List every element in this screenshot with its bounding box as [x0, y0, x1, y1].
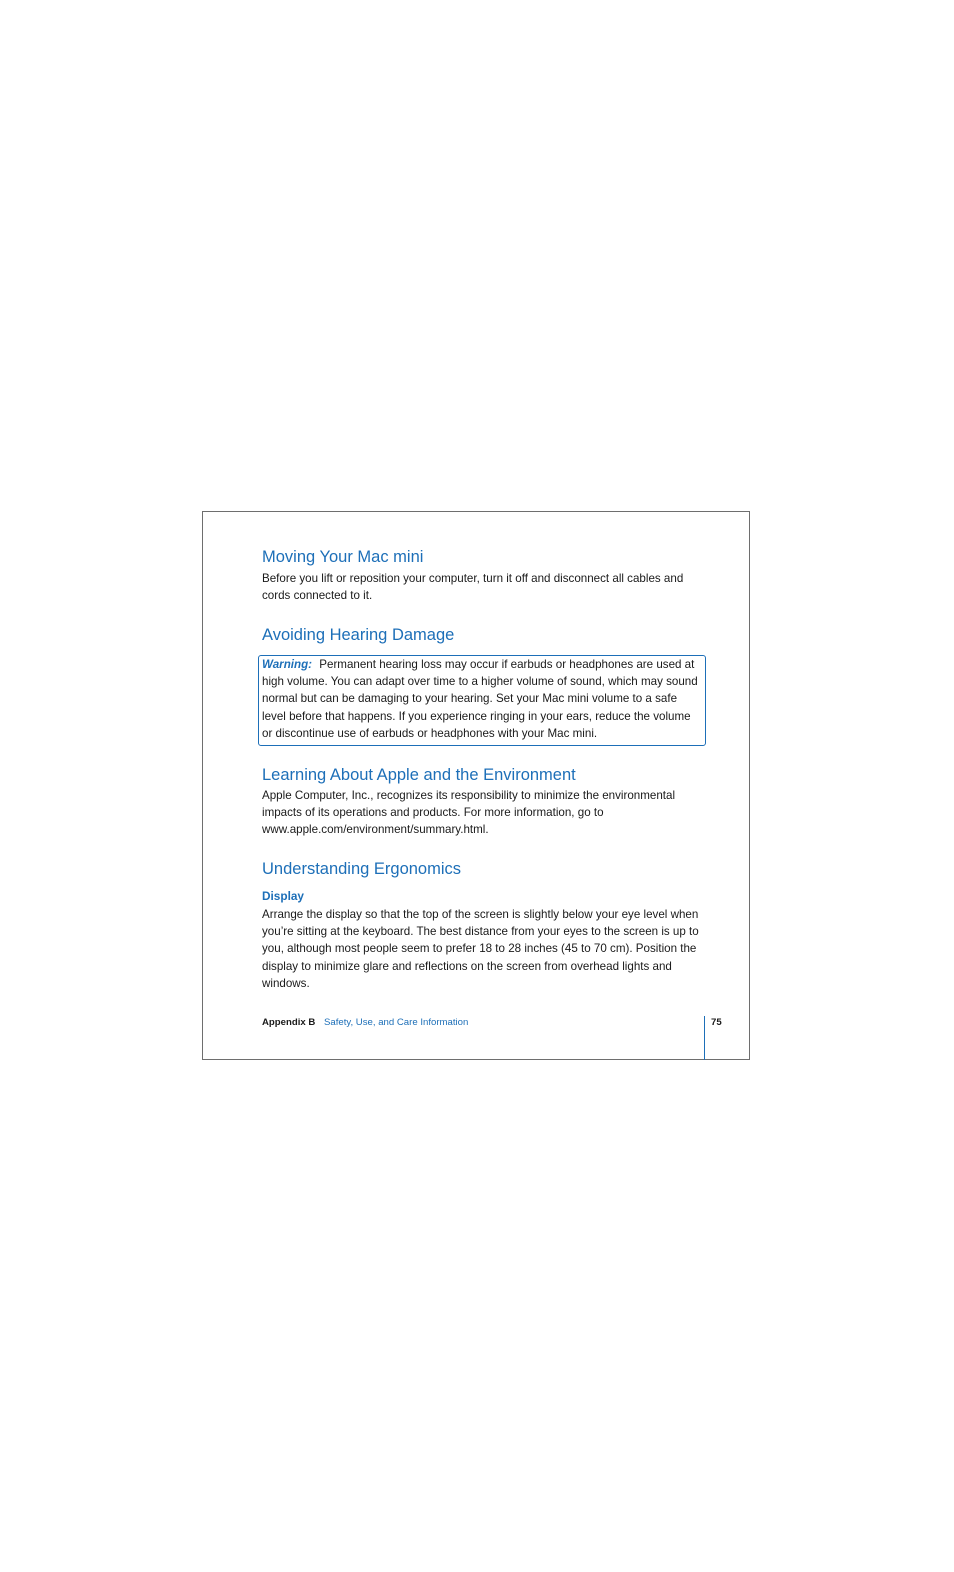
moving-body-text: Before you lift or reposition your computer, turn it off and disconnect all cables and cords connected to it. [262, 572, 684, 603]
warning-text: Permanent hearing loss may occur if earbuds or headphones are used at high volume. You can adapt over time to a higher volume of sound, which may sound normal but can be damaging to your hearing. Set your Mac mini volume to a safe level before that happens. If you experience ringing in your ears, reduce the volume or discontinue use of earbuds or headphones with your Mac mini. [262, 658, 698, 740]
warning-label: Warning: [262, 658, 313, 671]
heading-moving-mac-mini: Moving Your Mac mini [262, 548, 424, 566]
footer-rule [704, 1016, 705, 1060]
warning-paragraph [262, 656, 702, 742]
ergonomics-body-text: Arrange the display so that the top of the screen is slightly below your eye level when you’re sitting at the keyboard. The best distance from your eyes to the screen is up to you, although most people seem to prefer 18 to 28 inches (45 to 70 cm). Position the display to minimize glare and reflections on the screen from overhead lights and windows. [262, 908, 699, 990]
subheading-display: Display [262, 889, 304, 903]
heading-apple-environment: Learning About Apple and the Environment [262, 766, 576, 784]
environment-body-text: Apple Computer, Inc., recognizes its responsibility to minimize the environmental impacts of its operations and products. For more information, go to www.apple.com/environment/summary.html. [262, 789, 676, 837]
footer-label [262, 1017, 468, 1028]
page-number: 75 [711, 1017, 722, 1028]
heading-understanding-ergonomics: Understanding Ergonomics [262, 860, 462, 878]
footer-title: Safety, Use, and Care Information [323, 1017, 469, 1028]
footer-appendix: Appendix B [262, 1017, 316, 1028]
heading-avoiding-hearing-damage: Avoiding Hearing Damage [262, 626, 455, 644]
